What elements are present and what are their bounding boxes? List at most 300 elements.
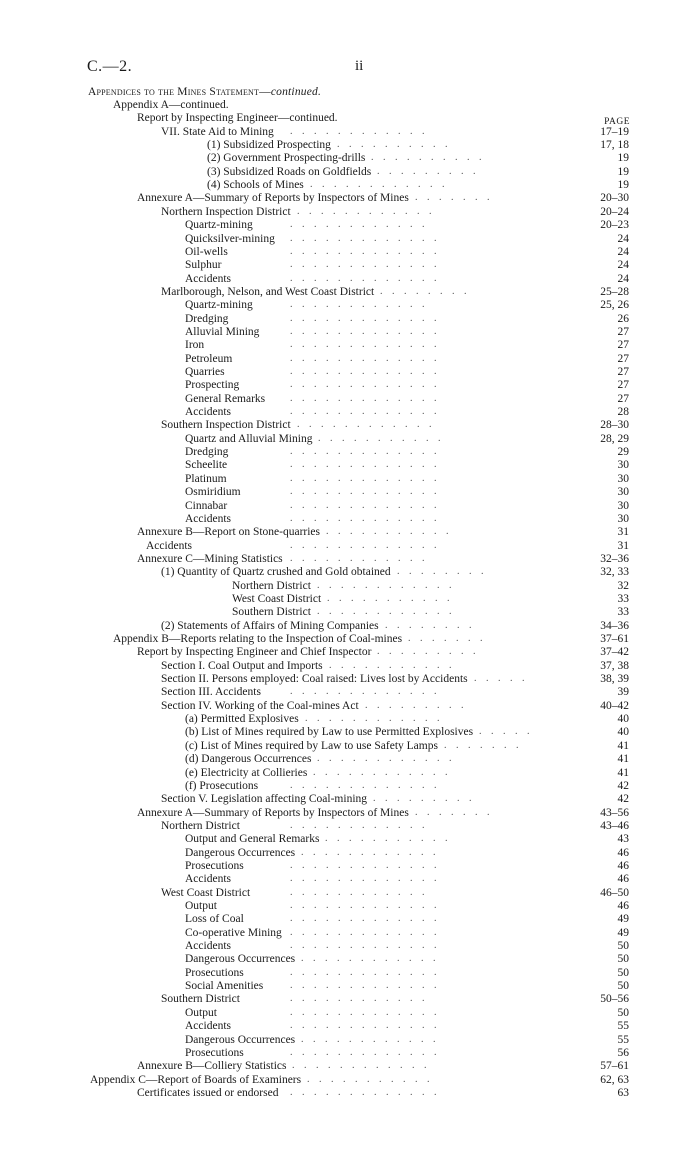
toc-leader-dots: . . . . . . . . . . .	[329, 659, 455, 671]
toc-entry-title: Northern District	[161, 819, 240, 832]
toc-leader-dots: . . . . . . . . . . .	[326, 526, 452, 538]
toc-entry-page: 43	[617, 833, 629, 846]
toc-entry-page: 37, 38	[600, 659, 629, 672]
toc-entry-title: Annexure A—Summary of Reports by Inspectors of Mines	[137, 192, 409, 205]
toc-entry-page: 24	[617, 272, 629, 285]
toc-entry-page: 50	[617, 953, 629, 966]
toc-entry-page: 34–36	[600, 619, 629, 632]
toc-entry	[0, 992, 700, 1006]
toc-entry	[0, 338, 700, 352]
toc-entry-page: 27	[617, 392, 629, 405]
toc-leader-dots: . . . . . . . . . . . . .	[290, 1020, 440, 1032]
toc-leader-dots: . . . . . . . . . . . . .	[290, 512, 440, 524]
toc-entry-title: Appendix A—continued.	[113, 99, 229, 111]
toc-entry	[0, 392, 700, 406]
toc-entry	[0, 579, 700, 593]
toc-leader-dots: . . . . . . . . . . . .	[317, 579, 455, 591]
toc-leader-dots: . . . . . . . . . . . . .	[290, 259, 440, 271]
toc-leader-dots: . . . . . . . . . . . .	[301, 1033, 439, 1045]
toc-leader-dots: . . . . . . . . . . . .	[290, 299, 428, 311]
toc-entry	[0, 592, 700, 606]
toc-entry	[0, 285, 700, 299]
toc-leader-dots: . . . . . . . . . . . .	[290, 886, 428, 898]
toc-leader-dots: . . . . . . . . .	[373, 793, 475, 805]
toc-leader-dots: . . . . . . . . . . . . .	[290, 873, 440, 885]
toc-entry-page: 27	[617, 325, 629, 338]
toc-entry	[0, 659, 700, 673]
toc-entry-page: 30	[617, 512, 629, 525]
toc-leader-dots: . . . . . . .	[444, 739, 522, 751]
toc-entry-page: 28, 29	[600, 432, 629, 445]
toc-entry-title: (d) Dangerous Occurrences	[185, 753, 312, 766]
toc-entry	[0, 512, 700, 526]
toc-entry-page: 55	[617, 1033, 629, 1046]
toc-entry-title: Co-operative Mining	[185, 926, 282, 939]
toc-entry	[0, 258, 700, 272]
toc-entry-title: Quarries	[185, 366, 225, 378]
toc-entry-page: 31	[617, 539, 629, 552]
toc-entry-page: 42	[617, 793, 629, 806]
toc-entry-title: Output	[185, 900, 217, 912]
toc-entry-title: (4) Schools of Mines	[207, 179, 304, 192]
toc-entry	[0, 418, 700, 432]
toc-leader-dots: . . . . . . . . . . . . .	[290, 926, 440, 938]
toc-entry-title: (1) Subsidized Prospecting	[207, 139, 331, 152]
toc-entry	[0, 966, 700, 980]
toc-leader-dots: . . . . . . . . . . . . .	[290, 1046, 440, 1058]
toc-leader-dots: . . . . . . . . . . . . .	[290, 272, 440, 284]
toc-entry-title: Report by Inspecting Engineer—continued.	[137, 112, 338, 125]
toc-entry	[0, 872, 700, 886]
toc-leader-dots: . . . . . . . . . . . . .	[290, 406, 440, 418]
toc-entry	[0, 432, 700, 446]
toc-entry-page: 30	[617, 486, 629, 499]
toc-leader-dots: . . . . . . . . . . . .	[290, 552, 428, 564]
toc-leader-dots: . . . . . . . . . . . .	[317, 606, 455, 618]
toc-entry-page: 42	[617, 779, 629, 792]
toc-entry-page: 41	[617, 739, 629, 752]
heading-main: Appendices to the Mines Statement—	[88, 86, 271, 98]
toc-leader-dots: . . . . . . . . . . . . .	[290, 966, 440, 978]
toc-entry-page: 37–42	[600, 646, 629, 659]
toc-entry	[0, 619, 700, 633]
toc-entry-title: Section III. Accidents	[161, 686, 261, 699]
toc-entry-title: Southern District	[232, 606, 311, 619]
toc-leader-dots: . . . . . . . . . . . . .	[290, 312, 440, 324]
toc-entry-title: Iron	[185, 339, 205, 352]
toc-leader-dots: . . . . . . . . . .	[337, 139, 451, 151]
toc-entry-page: 25–28	[600, 285, 629, 298]
toc-entry-title: Prospecting	[185, 379, 240, 392]
toc-entry-title: Certificates issued or endorsed	[137, 1086, 279, 1099]
toc-leader-dots: . . . . . . . .	[397, 566, 487, 578]
toc-entry	[0, 111, 700, 125]
toc-leader-dots: . . . . . . . . .	[377, 646, 479, 658]
toc-entry	[0, 752, 700, 766]
toc-leader-dots: . . . . . . . . . . . . .	[290, 486, 440, 498]
toc-entry-title: Southern Inspection District	[161, 419, 291, 432]
toc-leader-dots: . . . . . . .	[415, 192, 493, 204]
toc-entry-page: 20–23	[600, 219, 629, 232]
toc-entry-page: 28–30	[600, 419, 629, 432]
toc-leader-dots: . . . . . . . . . . . . .	[290, 940, 440, 952]
toc-entry	[0, 1006, 700, 1020]
toc-entry	[0, 819, 700, 833]
toc-entry	[0, 458, 700, 472]
toc-entry-page: 29	[617, 446, 629, 459]
toc-entry-page: 27	[617, 366, 629, 378]
toc-entry-title: Petroleum	[185, 352, 233, 365]
toc-leader-dots: . . . . . . . . . . . . .	[290, 539, 440, 551]
toc-entry-title: Appendix C—Report of Boards of Examiners	[90, 1073, 302, 1086]
toc-entry	[0, 1019, 700, 1033]
toc-entry	[0, 1033, 700, 1047]
toc-entry	[0, 352, 700, 366]
toc-entry-page: 17, 18	[600, 139, 629, 152]
toc-entry-title: Oil-wells	[185, 245, 228, 258]
toc-leader-dots: . . . . . . . . .	[377, 165, 479, 177]
toc-entry-page: 19	[617, 152, 629, 165]
toc-leader-dots: . . . . . . .	[408, 633, 486, 644]
toc-entry-title: (c) List of Mines required by Law to use Safety Lamps	[185, 739, 438, 752]
toc-leader-dots: . . . . . . . . . . . .	[317, 753, 455, 765]
toc-leader-dots: . . . . .	[479, 726, 533, 738]
toc-leader-dots: . . . . . . . . . . . . .	[290, 980, 440, 992]
toc-entry-title: Annexure B—Report on Stone-quarries	[137, 526, 321, 539]
toc-entry	[0, 952, 700, 966]
toc-entry-title: Cinnabar	[185, 499, 228, 512]
toc-entry-title: Platinum	[185, 472, 227, 485]
toc-entry-title: Northern Inspection District	[161, 205, 291, 218]
toc-entry-page: 50–56	[600, 993, 629, 1006]
toc-entry-title: Report by Inspecting Engineer and Chief Inspector	[137, 646, 372, 659]
toc-entry-page: 32	[617, 579, 629, 592]
toc-leader-dots: . . . . . . . . . . . .	[292, 1060, 430, 1072]
toc-entry-page: 41	[617, 753, 629, 766]
toc-leader-dots: . . . . . . . . . . .	[327, 592, 453, 604]
toc-entry-page: 38, 39	[600, 673, 629, 686]
toc-entry-page: 32–36	[600, 552, 629, 565]
toc-leader-dots: . . . . . . . . . . . .	[290, 819, 428, 831]
toc-entry-title: Annexure C—Mining Statistics	[137, 552, 283, 565]
toc-leader-dots: . . . . . . . . . . . . .	[290, 392, 440, 404]
toc-entry-title: Prosecutions	[185, 1046, 244, 1059]
toc-entry	[0, 645, 700, 659]
toc-entry-page: 17–19	[600, 125, 629, 138]
toc-entry-title: Dredging	[185, 312, 229, 325]
toc-entry	[0, 539, 700, 553]
toc-leader-dots: . . . . . . . . . . . .	[301, 846, 439, 858]
toc-entry-page: 33	[617, 592, 629, 605]
page-id: C.—2.	[87, 58, 133, 75]
toc-entry-title: Accidents	[146, 539, 192, 552]
toc-entry-page: 46	[617, 873, 629, 886]
toc-entry	[0, 245, 700, 259]
toc-entry-title: Loss of Coal	[185, 913, 244, 926]
toc-leader-dots: . . . . .	[474, 673, 528, 685]
toc-entry-title: Quicksilver-mining	[185, 232, 275, 245]
toc-entry-title: (e) Electricity at Collieries	[185, 766, 308, 779]
toc-entry	[0, 1046, 700, 1060]
page-column-label: PAGE	[604, 117, 630, 127]
toc-entry	[0, 445, 700, 459]
toc-entry	[0, 632, 700, 646]
toc-entry-title: Prosecutions	[185, 966, 244, 979]
heading-italic: continued.	[270, 86, 322, 98]
toc-entry-page: 24	[617, 245, 629, 258]
toc-entry-title: Prosecutions	[185, 859, 244, 872]
toc-entry	[0, 1086, 700, 1100]
toc-entry	[0, 298, 700, 312]
toc-entry-page: 30	[617, 459, 629, 472]
toc-leader-dots: . . . . . . . . . . . . .	[290, 446, 440, 458]
toc-entry-page: 32, 33	[600, 566, 629, 579]
toc-entry-page: 40	[617, 713, 629, 726]
toc-leader-dots: . . . . . . . . . . . .	[310, 179, 448, 191]
toc-entry-page: 50	[617, 940, 629, 953]
toc-entry-page: 27	[617, 379, 629, 392]
toc-leader-dots: . . . . . . . . . . . .	[313, 766, 451, 778]
toc-leader-dots: . . . . . . . . . . . .	[290, 125, 428, 137]
toc-entry-title: Dangerous Occurrences	[185, 953, 296, 966]
toc-entry	[0, 766, 700, 780]
toc-entry	[0, 832, 700, 846]
toc-entry	[0, 926, 700, 940]
toc-leader-dots: . . . . . . . . . .	[371, 152, 485, 164]
toc-entry-page: 40	[617, 726, 629, 739]
toc-leader-dots: . . . . . . . . . . . . .	[290, 1086, 440, 1098]
toc-entry-title: (3) Subsidized Roads on Goldfields	[207, 165, 372, 178]
toc-entry	[0, 979, 700, 993]
toc-entry	[0, 1059, 700, 1073]
toc-leader-dots: . . . . . . . . . . . . .	[290, 232, 440, 244]
section-heading	[88, 86, 321, 98]
toc-entry-title: West Coast District	[232, 592, 322, 605]
toc-entry-title: Quartz-mining	[185, 219, 253, 232]
toc-entry-title: Appendix B—Reports relating to the Inspection of Coal-mines	[113, 633, 403, 645]
toc-entry-page: 30	[617, 472, 629, 485]
toc-entry	[0, 232, 700, 246]
toc-entry-page: 39	[617, 686, 629, 699]
toc-entry	[0, 779, 700, 793]
toc-entry-title: Quartz and Alluvial Mining	[185, 432, 313, 445]
toc-entry-title: Scheelite	[185, 459, 228, 472]
toc-leader-dots: . . . . . . . . . . . . .	[290, 339, 440, 351]
toc-entry-title: Accidents	[185, 873, 231, 886]
toc-leader-dots: . . . . . . . . . . . . .	[290, 779, 440, 791]
toc-entry-page: 19	[617, 179, 629, 192]
toc-entry-page: 27	[617, 352, 629, 365]
toc-entry	[0, 138, 700, 152]
toc-entry-page: 43–46	[600, 819, 629, 832]
toc-entry	[0, 1073, 700, 1087]
toc-entry-page: 33	[617, 606, 629, 619]
toc-entry-page: 46	[617, 859, 629, 872]
toc-entry-page: 56	[617, 1046, 629, 1059]
toc-entry	[0, 605, 700, 619]
toc-leader-dots: . . . . . . . . . . . .	[290, 219, 428, 231]
toc-leader-dots: . . . . . . . . . . . . .	[290, 379, 440, 391]
toc-entry	[0, 378, 700, 392]
toc-entry-page: 24	[617, 232, 629, 245]
toc-entry-title: Section I. Coal Output and Imports	[161, 659, 323, 672]
toc-entry	[0, 685, 700, 699]
toc-entry-title: Accidents	[185, 512, 231, 525]
toc-entry-title: Section V. Legislation affecting Coal-mining	[161, 793, 368, 806]
toc-entry-title: Osmiridium	[185, 486, 241, 499]
toc-entry-title: Annexure A—Summary of Reports by Inspectors of Mines	[137, 806, 409, 819]
toc-entry-page: 50	[617, 966, 629, 979]
toc-entry-title: Output and General Remarks	[185, 833, 320, 846]
toc-leader-dots: . . . . . . . . . . . . .	[290, 900, 440, 911]
toc-entry	[0, 912, 700, 926]
toc-entry-page: 55	[617, 1020, 629, 1033]
toc-entry	[0, 125, 700, 139]
toc-entry-title: Southern District	[161, 993, 240, 1006]
toc-entry	[0, 699, 700, 713]
toc-leader-dots: . . . . . . . . . . . .	[297, 205, 435, 217]
toc-entry-page: 20–24	[600, 205, 629, 218]
toc-entry-page: 49	[617, 913, 629, 926]
toc-entry-title: Marlborough, Nelson, and West Coast District	[161, 285, 375, 298]
toc-entry	[0, 205, 700, 219]
toc-entry-page: 40–42	[600, 699, 629, 712]
toc-entry-page: 30	[617, 499, 629, 512]
toc-entry-title: (2) Government Prospecting-drills	[207, 152, 366, 165]
toc-entry	[0, 739, 700, 753]
toc-entry-title: General Remarks	[185, 392, 266, 405]
toc-entry-title: Annexure B—Colliery Statistics	[137, 1060, 287, 1073]
toc-entry-title: Dredging	[185, 446, 229, 459]
toc-entry-title: (b) List of Mines required by Law to use Permitted Explosives	[185, 726, 474, 739]
toc-entry-page: 46	[617, 900, 629, 912]
toc-entry	[0, 792, 700, 806]
toc-entry	[0, 499, 700, 513]
toc-leader-dots: . . . . . . . . . . .	[325, 833, 451, 845]
toc-entry	[0, 98, 700, 112]
toc-entry-page: 43–56	[600, 806, 629, 819]
page-number: ii	[355, 58, 364, 74]
toc-entry	[0, 939, 700, 953]
toc-entry	[0, 272, 700, 286]
toc-leader-dots: . . . . . . . . . . . . .	[290, 245, 440, 257]
toc-entry-title: Output	[185, 1006, 217, 1019]
toc-entry-page: 46	[617, 846, 629, 859]
toc-leader-dots: . . . . . . . .	[385, 619, 475, 631]
toc-leader-dots: . . . . . . . . . . .	[307, 1073, 433, 1085]
toc-entry	[0, 859, 700, 873]
toc-entry-title: Accidents	[185, 272, 231, 285]
toc-leader-dots: . . . . . . . . . . . .	[297, 419, 435, 431]
toc-entry-page: 25, 26	[600, 299, 629, 312]
toc-entry-page: 20–30	[600, 192, 629, 205]
toc-leader-dots: . . . . . . .	[415, 806, 493, 818]
toc-entry-page: 28	[617, 406, 629, 419]
toc-entry-title: Dangerous Occurrences	[185, 846, 296, 859]
toc-leader-dots: . . . . . . . . . . . . .	[290, 366, 440, 377]
toc-entry	[0, 886, 700, 900]
toc-leader-dots: . . . . . . . . . . . . .	[290, 352, 440, 364]
toc-entry	[0, 806, 700, 820]
toc-entry	[0, 525, 700, 539]
toc-leader-dots: . . . . . . . . . . . . .	[290, 859, 440, 871]
toc-entry-title: Social Amenities	[185, 980, 264, 993]
toc-entry-title: West Coast District	[161, 886, 251, 899]
toc-entry-title: (f) Prosecutions	[185, 779, 259, 792]
toc-entry-page: 26	[617, 312, 629, 325]
toc-entry	[0, 672, 700, 686]
toc-leader-dots: . . . . . . . . . . . . .	[290, 1006, 440, 1018]
toc-entry	[0, 712, 700, 726]
toc-entry-page: 46–50	[600, 886, 629, 899]
toc-entry-title: Accidents	[185, 940, 231, 953]
toc-entry-page: 27	[617, 339, 629, 352]
toc-entry	[0, 312, 700, 326]
toc-leader-dots: . . . . . . . . . . . . .	[290, 325, 440, 337]
toc-leader-dots: . . . . . . . . . . . . .	[290, 459, 440, 471]
toc-entry-page: 50	[617, 1006, 629, 1019]
toc-entry-title: VII. State Aid to Mining	[161, 125, 274, 138]
toc-entry	[0, 191, 700, 205]
toc-leader-dots: . . . . . . . . . . . . .	[290, 686, 440, 698]
toc-entry	[0, 725, 700, 739]
toc-entry-title: Section IV. Working of the Coal-mines Act	[161, 699, 359, 712]
toc-entry-title: (a) Permitted Explosives	[185, 713, 299, 726]
toc-leader-dots: . . . . . . . . . . . . .	[290, 913, 440, 925]
toc-entry-page: 19	[617, 165, 629, 178]
toc-entry	[0, 325, 700, 339]
toc-entry-title: Section II. Persons employed: Coal raised: Lives lost by Accidents	[161, 673, 468, 686]
toc-entry	[0, 218, 700, 232]
toc-entry	[0, 405, 700, 419]
toc-entry-page: 41	[617, 766, 629, 779]
toc-entry	[0, 899, 700, 913]
toc-entry-title: Quartz-mining	[185, 299, 253, 312]
toc-entry-page: 57–61	[600, 1060, 629, 1073]
toc-entry-page: 50	[617, 980, 629, 993]
toc-leader-dots: . . . . . . . . . . . .	[305, 713, 443, 725]
toc-leader-dots: . . . . . . . . . . . .	[290, 993, 428, 1005]
toc-leader-dots: . . . . . . . . . . . . .	[290, 472, 440, 484]
toc-entry-page: 37–61	[600, 633, 629, 645]
toc-entry	[0, 552, 700, 566]
toc-entry-title: Sulphur	[185, 259, 222, 272]
toc-entry-page: 63	[617, 1086, 629, 1099]
toc-entry-page: 24	[617, 259, 629, 272]
toc-entry-title: Northern District	[232, 579, 311, 592]
toc-entry	[0, 151, 700, 165]
toc-entry-page: 49	[617, 926, 629, 939]
toc-entry-title: (1) Quantity of Quartz crushed and Gold obtained	[161, 566, 391, 579]
toc-entry-page: 31	[617, 526, 629, 539]
toc-entry-title: Alluvial Mining	[185, 325, 260, 338]
toc-entry-title: Accidents	[185, 406, 231, 419]
toc-entry	[0, 178, 700, 192]
toc-leader-dots: . . . . . . . . .	[365, 699, 467, 711]
toc-entry-title: Dangerous Occurrences	[185, 1033, 296, 1046]
toc-entry	[0, 165, 700, 179]
toc-entry-title: (2) Statements of Affairs of Mining Companies	[161, 619, 379, 632]
toc-entry	[0, 472, 700, 486]
toc-entry-page: 62, 63	[600, 1073, 629, 1086]
toc-entry-title: Accidents	[185, 1020, 231, 1033]
toc-entry	[0, 365, 700, 379]
toc-leader-dots: . . . . . . . .	[380, 285, 470, 297]
toc-entry	[0, 565, 700, 579]
toc-leader-dots: . . . . . . . . . . . . .	[290, 499, 440, 511]
toc-entry	[0, 846, 700, 860]
toc-entry	[0, 485, 700, 499]
